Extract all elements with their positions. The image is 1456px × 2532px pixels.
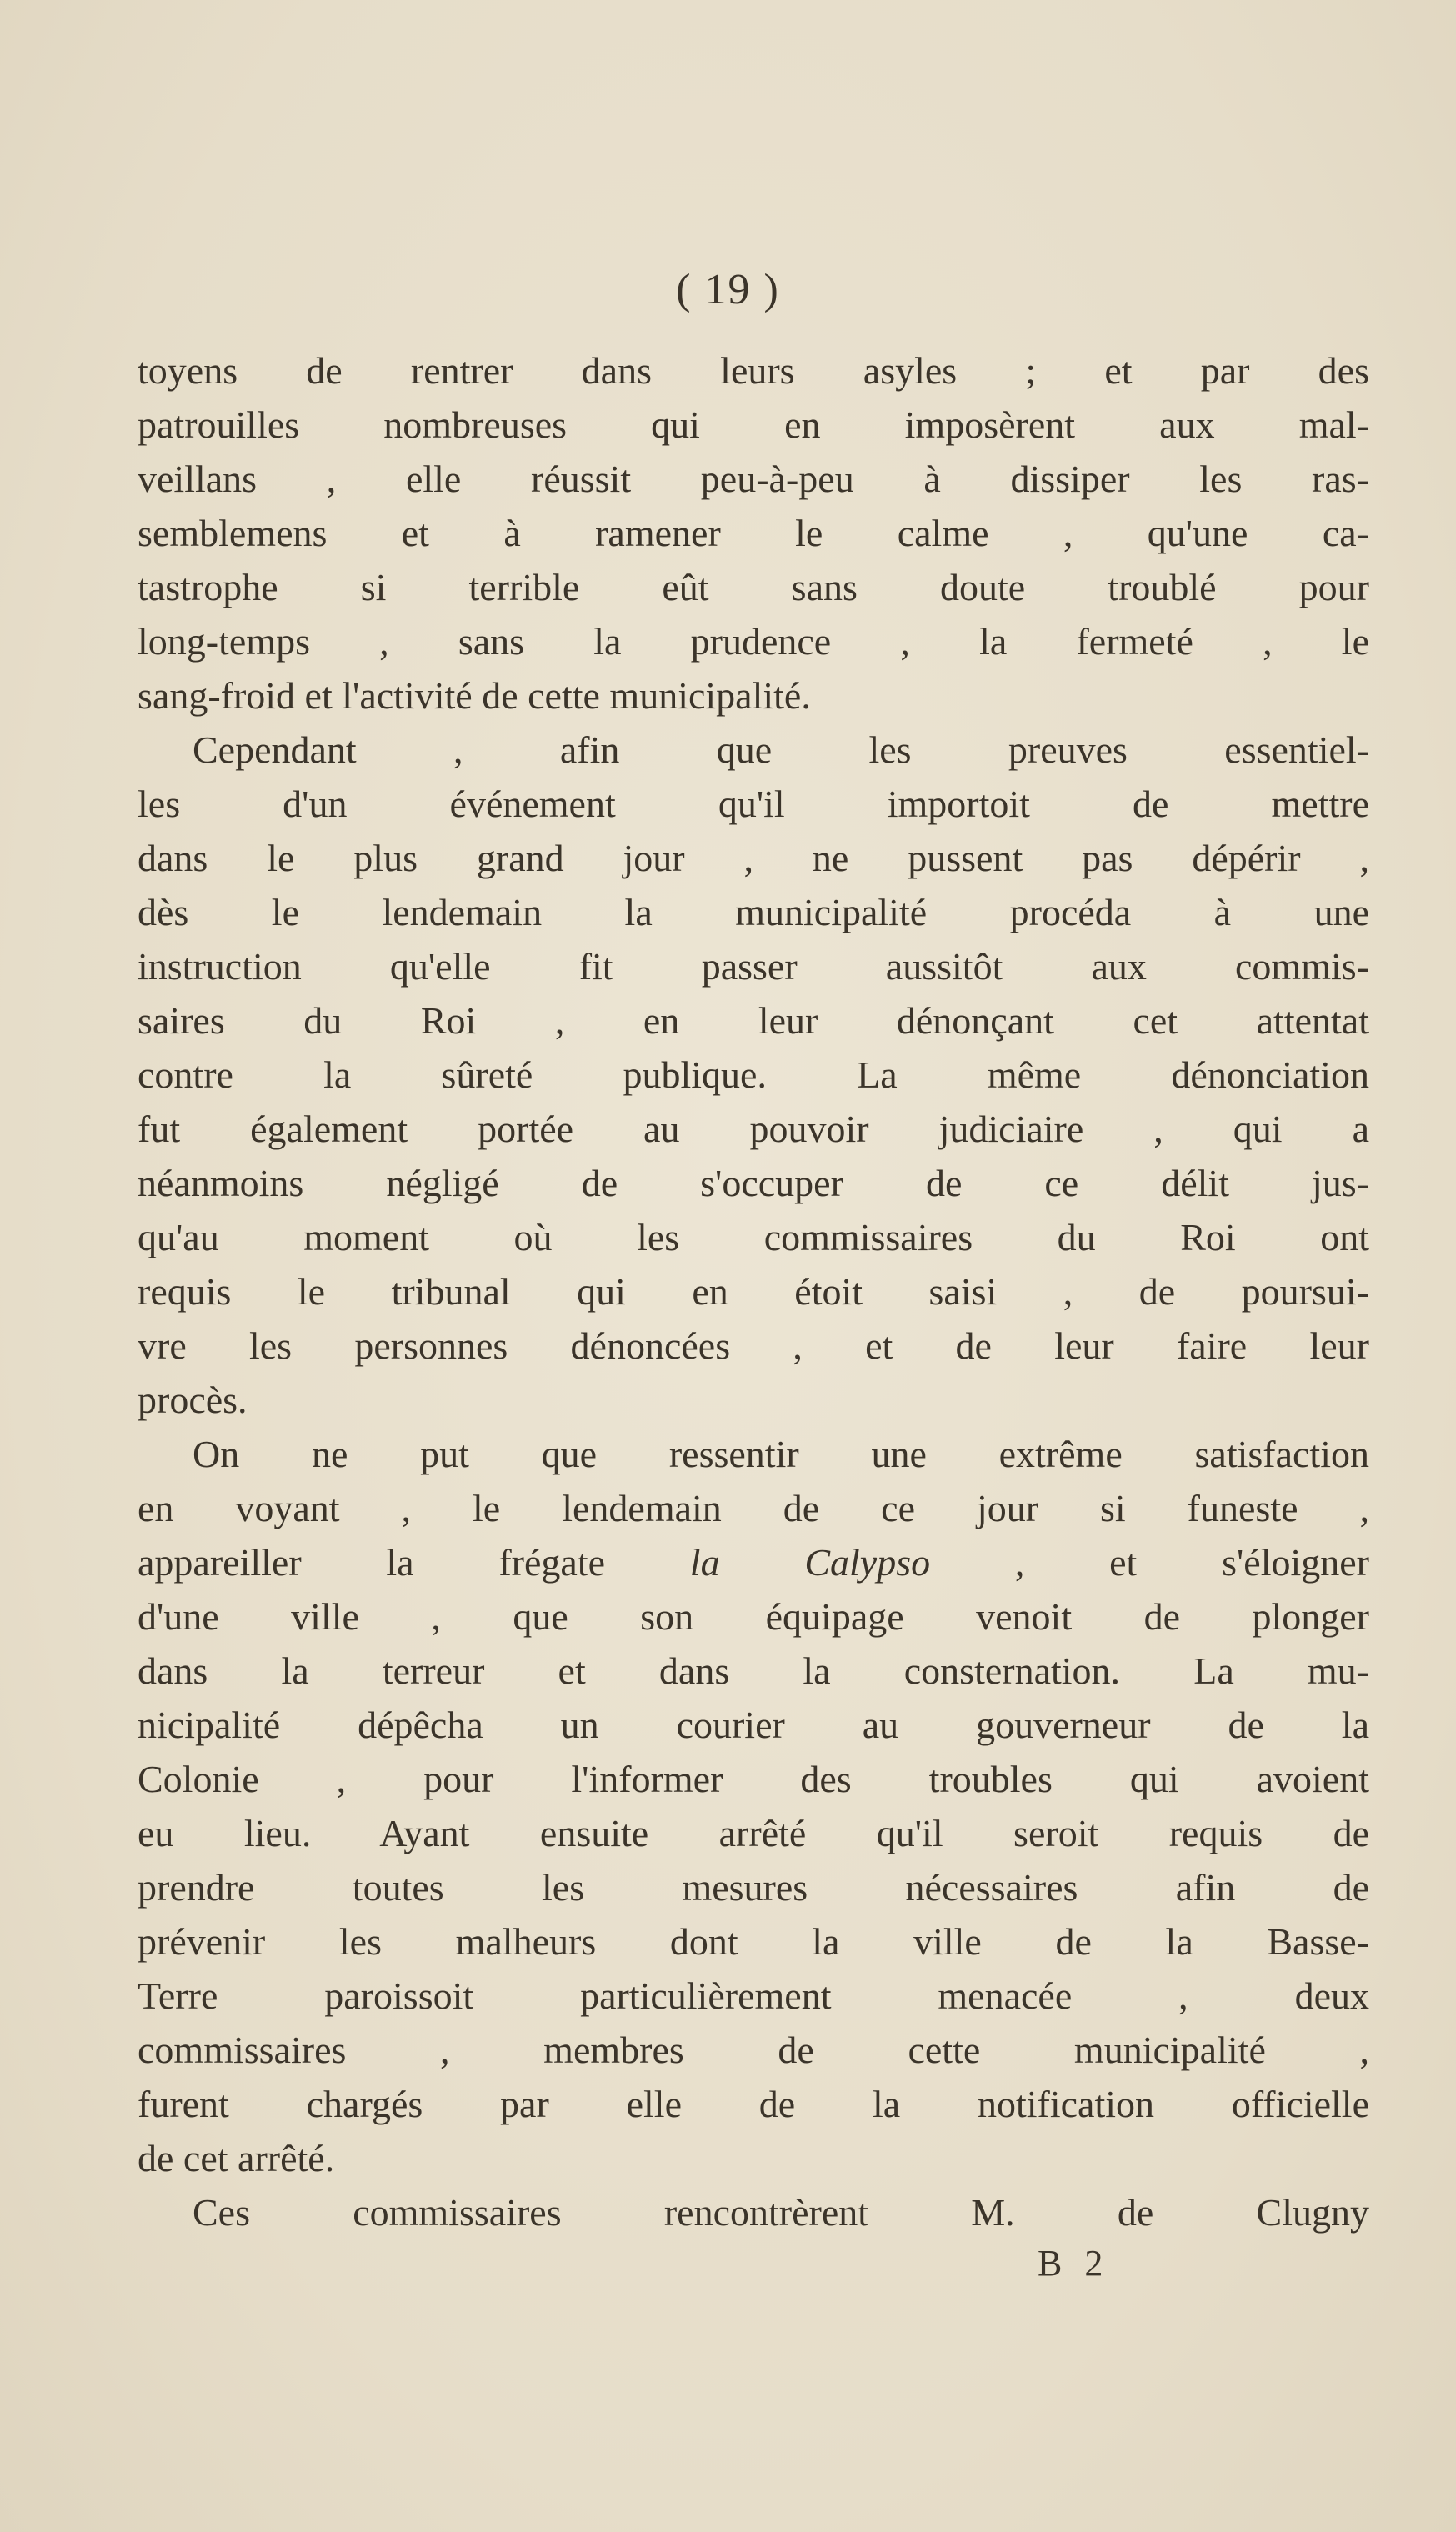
italic-ship-name: la Calypso (689, 1541, 931, 1584)
text-line: Terre paroissoit particulièrement menacée , deux (138, 1974, 1369, 2017)
text-line: Colonie , pour l'informer des troubles qui avoient (138, 1758, 1369, 1800)
text-line: furent chargés par elle de la notification officielle (138, 2083, 1369, 2125)
text-line: instruction qu'elle fit passer aussitôt aux commis- (138, 945, 1369, 988)
text-line: dans le plus grand jour , ne pussent pas dépérir , (138, 837, 1369, 879)
text-line: long-temps , sans la prudence , la fermeté , le (138, 620, 1369, 663)
text-line: eu lieu. Ayant ensuite arrêté qu'il seroit requis de (138, 1812, 1369, 1854)
text-line: dès le lendemain la municipalité procéda à une (138, 891, 1369, 933)
text-line: Ces commissaires rencontrèrent M. de Clugny (193, 2191, 1369, 2234)
text-line: prévenir les malheurs dont la ville de la Basse- (138, 1920, 1369, 1963)
text-line: qu'au moment où les commissaires du Roi ont (138, 1216, 1369, 1258)
text-line: prendre toutes les mesures nécessaires afin de (138, 1866, 1369, 1909)
text-line: veillans , elle réussit peu-à-peu à dissiper les ras- (138, 458, 1369, 500)
text-line: d'une ville , que son équipage venoit de plonger (138, 1595, 1369, 1638)
text-segment: appareiller la frégate (138, 1541, 690, 1584)
text-line: semblemens et à ramener le calme , qu'une ca- (138, 512, 1369, 554)
text-line: vre les personnes dénoncées , et de leur faire leur (138, 1324, 1369, 1367)
text-line: commissaires , membres de cette municipalité , (138, 2029, 1369, 2071)
text-line: procès. (138, 1379, 248, 1421)
text-line: fut également portée au pouvoir judiciaire , qui a (138, 1108, 1369, 1150)
text-line: de cet arrêté. (138, 2137, 335, 2179)
page-number: ( 19 ) (676, 266, 780, 313)
text-line: requis le tribunal qui en étoit saisi , de poursui- (138, 1270, 1369, 1313)
text-line: dans la terreur et dans la consternation. La mu- (138, 1649, 1369, 1692)
text-segment: , et s'éloigner (930, 1541, 1370, 1584)
text-line: néanmoins négligé de s'occuper de ce délit jus- (138, 1162, 1369, 1204)
body-text (138, 343, 1369, 2239)
text-line: en voyant , le lendemain de ce jour si funeste , (138, 1487, 1369, 1529)
text-line: On ne put que ressentir une extrême satisfaction (193, 1433, 1369, 1475)
text-line: contre la sûreté publique. La même dénonciation (138, 1053, 1369, 1096)
signature-mark: B 2 (1038, 2243, 1110, 2284)
text-line: toyens de rentrer dans leurs asyles ; et par des (138, 349, 1369, 392)
text-line (138, 1535, 1369, 1589)
text-line: patrouilles nombreuses qui en imposèrent aux mal- (138, 403, 1369, 446)
text-line: nicipalité dépêcha un courier au gouverneur de la (138, 1704, 1369, 1746)
text-line: sang-froid et l'activité de cette municipalité. (138, 674, 811, 717)
text-line: Cependant , afin que les preuves essentiel- (193, 728, 1369, 771)
text-line: les d'un événement qu'il importoit de mettre (138, 783, 1369, 825)
text-line: saires du Roi , en leur dénonçant cet attentat (138, 999, 1369, 1042)
text-line: tastrophe si terrible eût sans doute troublé pour (138, 566, 1369, 608)
